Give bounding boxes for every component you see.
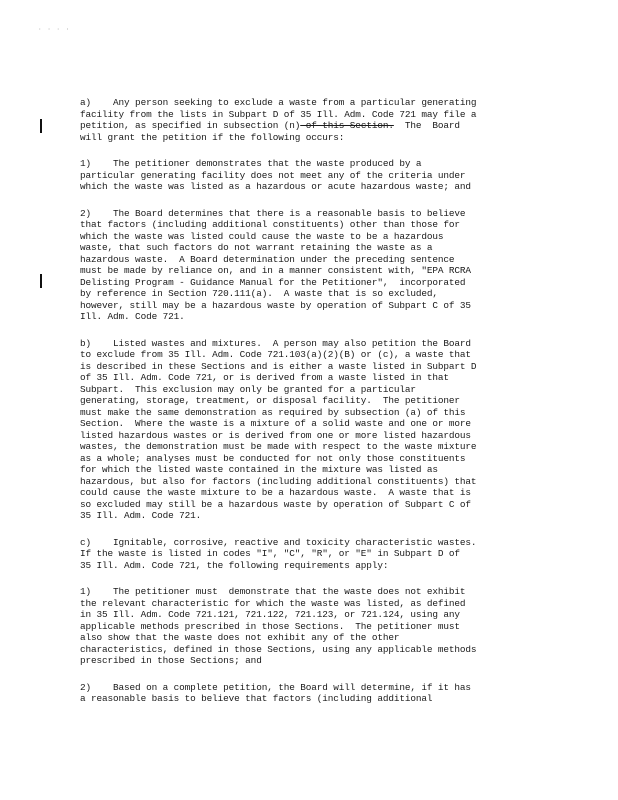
text-line: Section. Where the waste is a mixture of a solid waste and one or more [80, 418, 471, 429]
text-line: must be made by reliance on, and in a manner consistent with, "EPA RCRA [80, 265, 471, 276]
text-line: will grant the petition if the following occurs: [80, 131, 345, 143]
text-line: 1) The petitioner must demonstrate that the waste does not exhibit [80, 586, 466, 597]
struck-text: of this Section. [300, 120, 394, 131]
paragraph-a1 [80, 158, 610, 193]
text-line: 35 Ill. Adm. Code 721, the following requirements apply: [80, 559, 389, 571]
text-line: of 35 Ill. Adm. Code 721, or is derived from a waste listed in that [80, 372, 449, 383]
paragraph-c1 [80, 586, 610, 667]
paragraph-c2 [80, 682, 610, 705]
text-line: the relevant characteristic for which the waste was listed, as defined [80, 597, 466, 609]
text-line: The Board [404, 120, 460, 131]
revision-bar [40, 119, 42, 133]
paragraph-a2 [80, 208, 610, 323]
text-line: facility from the lists in Subpart D of 35 Ill. Adm. Code 721 may file a [80, 108, 477, 120]
text-line: by reference in Section 720.111(a). A waste that is so excluded, [80, 288, 438, 299]
text-line: b) Listed wastes and mixtures. A person may also petition the Board [80, 337, 471, 349]
text-line: that factors (including additional constituents) other than those for [80, 219, 460, 230]
page-corner-mark: · · · · [38, 26, 71, 33]
text-line: could cause the waste mixture to be a hazardous waste. A waste that is [80, 487, 471, 498]
text-line: prescribed in those Sections; and [80, 655, 262, 666]
paragraph-c [80, 537, 610, 572]
text-line: Delisting Program - Guidance Manual for the Petitioner", incorporated [80, 276, 466, 288]
text-line: petition, as specified in subsection (n) [80, 120, 301, 131]
document-body [80, 97, 610, 720]
text-line: particular generating facility does not meet any of the criteria under [80, 169, 466, 181]
text-line: a) Any person seeking to exclude a waste from a particular generating [80, 97, 477, 108]
text-line: so excluded may still be a hazardous waste by operation of Subpart C of [80, 498, 471, 510]
paragraph-b [80, 338, 610, 522]
text-line: 2) Based on a complete petition, the Board will determine, if it has [80, 681, 471, 693]
text-line: applicable methods prescribed in those Sections. The petitioner must [80, 620, 460, 632]
text-line: 2) The Board determines that there is a reasonable basis to believe [80, 207, 466, 219]
text-line: generating, storage, treatment, or disposal facility. The petitioner [80, 395, 460, 406]
text-line: waste, that such factors do not warrant retaining the waste as a [80, 242, 433, 253]
text-line: in 35 Ill. Adm. Code 721.121, 721.122, 721.123, or 721.124, using any [80, 609, 460, 620]
text-line: If the waste is listed in codes "I", "C", "R", or "E" in Subpart D of [80, 548, 460, 559]
text-line: wastes, the demonstration must be made with respect to the waste mixture [80, 441, 477, 452]
text-line: 35 Ill. Adm. Code 721. [80, 510, 202, 521]
text-line: which the waste was listed as a hazardous or acute hazardous waste; and [80, 181, 471, 192]
text-line: must make the same demonstration as required by subsection (a) of this [80, 406, 466, 418]
text-line: hazardous waste. A Board determination under the preceding sentence [80, 253, 455, 265]
text-line: is described in these Sections and is either a waste listed in Subpart D [80, 360, 477, 372]
text-line: characteristics, defined in those Sections, using any applicable methods [80, 643, 477, 655]
text-line: also show that the waste does not exhibit any of the other [80, 632, 400, 643]
text-line: which the waste was listed could cause the waste to be a hazardous [80, 230, 444, 242]
paragraph-a [80, 97, 610, 143]
text-line: c) Ignitable, corrosive, reactive and toxicity characteristic wastes. [80, 536, 477, 548]
text-line: as a whole; analyses must be conducted for not only those constituents [80, 452, 466, 464]
text-line: Subpart. This exclusion may only be granted for a particular [80, 383, 416, 395]
text-line: however, still may be a hazardous waste by operation of Subpart C of 35 [80, 299, 471, 311]
text-line: for which the listed waste contained in the mixture was listed as [80, 464, 438, 475]
revision-bar [40, 274, 42, 288]
text-line: Ill. Adm. Code 721. [80, 311, 185, 322]
text-line: listed hazardous wastes or is derived from one or more listed hazardous [80, 429, 471, 441]
text-line: hazardous, but also for factors (including additional constituents) that [80, 475, 477, 487]
text-line: 1) The petitioner demonstrates that the waste produced by a [80, 158, 422, 169]
text-line: to exclude from 35 Ill. Adm. Code 721.103(a)(2)(B) or (c), a waste that [80, 349, 471, 360]
text-line: a reasonable basis to believe that factors (including additional [80, 693, 433, 704]
